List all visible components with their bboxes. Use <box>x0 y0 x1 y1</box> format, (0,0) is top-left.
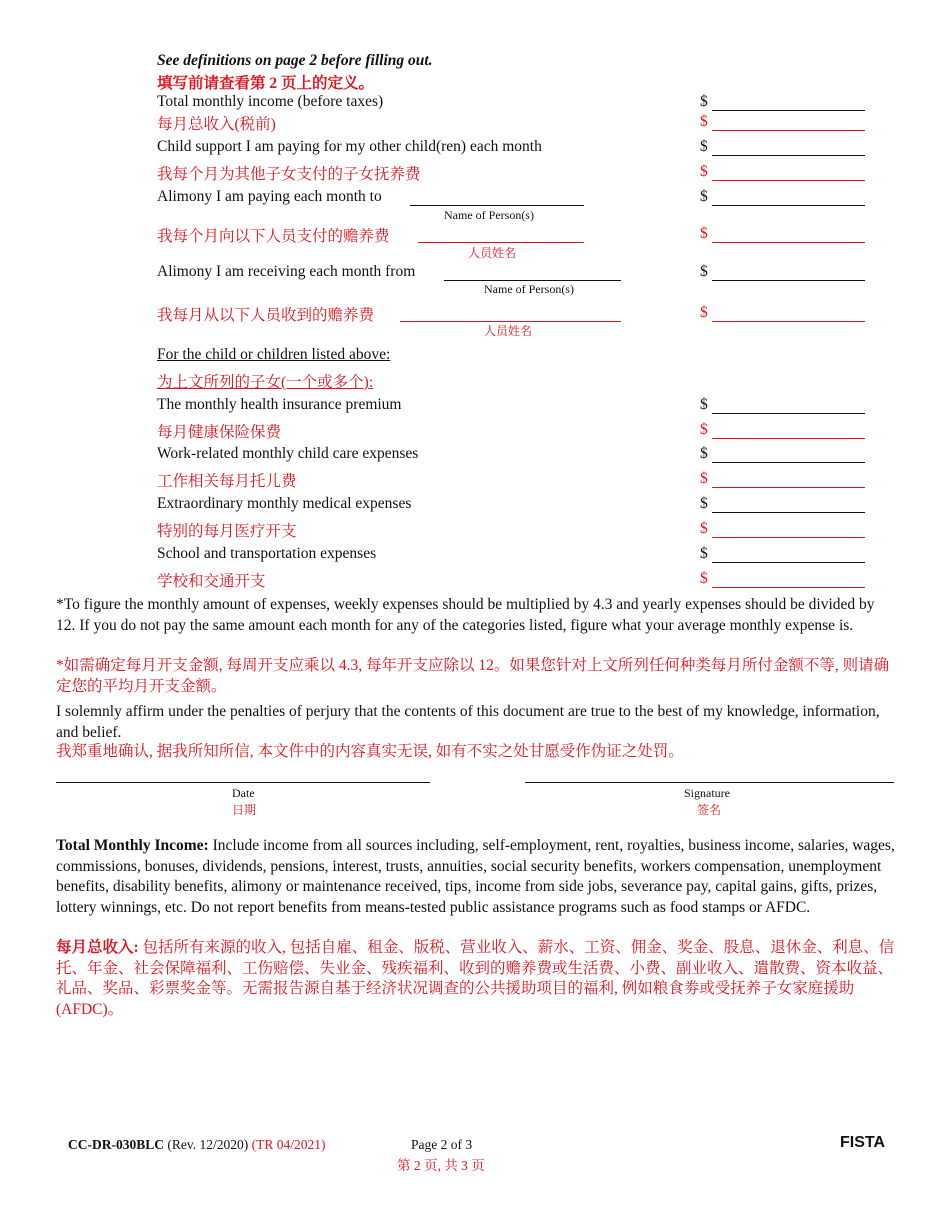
definition-en <box>56 836 896 918</box>
instruction-cn: 填写前请查看第 2 页上的定义。 <box>157 75 375 92</box>
medical-field-cn[interactable] <box>712 537 865 538</box>
alimony-paying-field[interactable] <box>712 205 865 206</box>
health-premium-field[interactable] <box>712 413 865 414</box>
total-income-field[interactable] <box>712 110 865 111</box>
dollar-sign: $ <box>700 495 708 512</box>
form-id-block <box>68 1137 326 1153</box>
brand-logo: FISTA <box>840 1134 886 1151</box>
total-income-label-en: Total monthly income (before taxes) <box>157 93 384 110</box>
child-care-label-en: Work-related monthly child care expenses <box>157 445 419 462</box>
translation-revision: (TR 04/2021) <box>251 1137 326 1152</box>
dollar-sign: $ <box>700 163 708 180</box>
affirmation-en: I solemnly affirm under the penalties of perjury that the contents of this document are true to the best of my knowledge, information, and belief. <box>56 703 880 741</box>
dollar-sign: $ <box>700 421 708 438</box>
medical-field[interactable] <box>712 512 865 513</box>
total-income-field-cn[interactable] <box>712 130 865 131</box>
definition-body-en: Include income from all sources including, self-employment, rent, royalties, business income, salaries, wages, commissions, bonuses, dividends, pensions, interest, trusts, annuities, social security benefits, workers compensation, unemployment benefits, disability benefits, alimony or maintenance received, tips, income from side jobs, severance pay, capital gains, gifts, prizes, lottery winnings, etc. Do not report benefits from means-tested public assistance programs such as food stamps or AFDC. <box>56 837 895 916</box>
expense-note-cn: *如需确定每月开支金额, 每周开支应乘以 4.3, 每年开支应除以 12。如果您针对上文所列任何种类每月所付金额不等, 则请确定您的平均月开支金额。 <box>56 657 890 695</box>
dollar-sign: $ <box>700 304 708 321</box>
alimony-receiving-name-field[interactable] <box>444 280 621 281</box>
medical-label-en: Extraordinary monthly medical expenses <box>157 495 412 512</box>
name-caption-cn: 人员姓名 <box>468 246 517 260</box>
alimony-paying-label-en: Alimony I am paying each month to <box>157 188 382 205</box>
date-caption-cn: 日期 <box>232 803 257 817</box>
school-transport-field[interactable] <box>712 562 865 563</box>
alimony-receiving-label-cn: 我每月从以下人员收到的赡养费 <box>157 307 375 324</box>
dollar-sign: $ <box>700 570 708 587</box>
dollar-sign: $ <box>700 520 708 537</box>
dollar-sign: $ <box>700 93 708 110</box>
dollar-sign: $ <box>700 225 708 242</box>
page-number-cn: 第 2 页, 共 3 页 <box>397 1158 485 1173</box>
instruction-en: See definitions on page 2 before filling out. <box>157 52 433 69</box>
definition-term-en: Total Monthly Income: <box>56 837 209 854</box>
signature-caption-cn: 签名 <box>697 803 722 817</box>
dollar-sign: $ <box>700 470 708 487</box>
definition-body-cn: 包括所有来源的收入, 包括自雇、租金、版税、营业收入、薪水、工资、佣金、奖金、股息、退休金、利息、信托、年金、社会保障福利、工伤赔偿、失业金、残疾福利、收到的赡养费或生活费、小费、副业收入、遣散费、资本收益、礼品、奖品、彩票奖金等。无需报告源自基于经济状况调查的公共援助项目的福利, 例如粮食劵或受抚养子女家庭援助 (AFDC)。 <box>56 939 895 1018</box>
child-support-field-cn[interactable] <box>712 180 865 181</box>
child-care-field-cn[interactable] <box>712 487 865 488</box>
form-id: CC-DR-030BLC <box>68 1137 164 1152</box>
alimony-paying-name-field[interactable] <box>410 205 584 206</box>
health-premium-label-cn: 每月健康保险保费 <box>157 424 282 441</box>
dollar-sign: $ <box>700 263 708 280</box>
name-caption-en: Name of Person(s) <box>484 282 574 296</box>
dollar-sign: $ <box>700 138 708 155</box>
alimony-paying-label-cn: 我每个月向以下人员支付的赡养费 <box>157 228 390 245</box>
school-transport-label-cn: 学校和交通开支 <box>157 573 266 590</box>
child-care-label-cn: 工作相关每月托儿费 <box>157 473 297 490</box>
child-support-label-en: Child support I am paying for my other child(ren) each month <box>157 138 542 155</box>
school-transport-label-en: School and transportation expenses <box>157 545 377 562</box>
alimony-paying-name-field-cn[interactable] <box>418 242 584 243</box>
date-field[interactable] <box>56 782 430 783</box>
alimony-receiving-field-cn[interactable] <box>712 321 865 322</box>
children-heading-cn: 为上文所列的子女(一个或多个): <box>157 374 374 391</box>
signature-caption-en: Signature <box>684 786 730 800</box>
form-revision: (Rev. 12/2020) <box>167 1137 249 1152</box>
name-caption-cn: 人员姓名 <box>484 324 533 338</box>
signature-field[interactable] <box>525 782 894 783</box>
total-income-label-cn: 每月总收入(税前) <box>157 116 276 133</box>
definition-term-cn: 每月总收入: <box>56 939 139 956</box>
name-caption-en: Name of Person(s) <box>444 208 534 222</box>
medical-label-cn: 特别的每月医疗开支 <box>157 523 297 540</box>
health-premium-field-cn[interactable] <box>712 438 865 439</box>
dollar-sign: $ <box>700 113 708 130</box>
affirmation-cn: 我郑重地确认, 据我所知所信, 本文件中的内容真实无误, 如有不实之处甘愿受作伪证之处罚。 <box>56 743 684 760</box>
dollar-sign: $ <box>700 396 708 413</box>
definition-cn <box>56 938 896 1020</box>
health-premium-label-en: The monthly health insurance premium <box>157 396 402 413</box>
dollar-sign: $ <box>700 445 708 462</box>
school-transport-field-cn[interactable] <box>712 587 865 588</box>
dollar-sign: $ <box>700 188 708 205</box>
date-caption-en: Date <box>232 786 255 800</box>
alimony-receiving-field[interactable] <box>712 280 865 281</box>
children-heading-en: For the child or children listed above: <box>157 346 391 363</box>
child-support-field[interactable] <box>712 155 865 156</box>
child-care-field[interactable] <box>712 462 865 463</box>
alimony-receiving-label-en: Alimony I am receiving each month from <box>157 263 416 280</box>
expense-note-en: *To figure the monthly amount of expenses, weekly expenses should be multiplied by 4.3 and yearly expenses should be divided by 12. If you do not pay the same amount each month for any of the categories listed, figure what your average monthly expense is. <box>56 596 875 634</box>
child-support-label-cn: 我每个月为其他子女支付的子女抚养费 <box>157 166 421 183</box>
alimony-paying-field-cn[interactable] <box>712 242 865 243</box>
dollar-sign: $ <box>700 545 708 562</box>
page-number-en: Page 2 of 3 <box>411 1137 473 1152</box>
